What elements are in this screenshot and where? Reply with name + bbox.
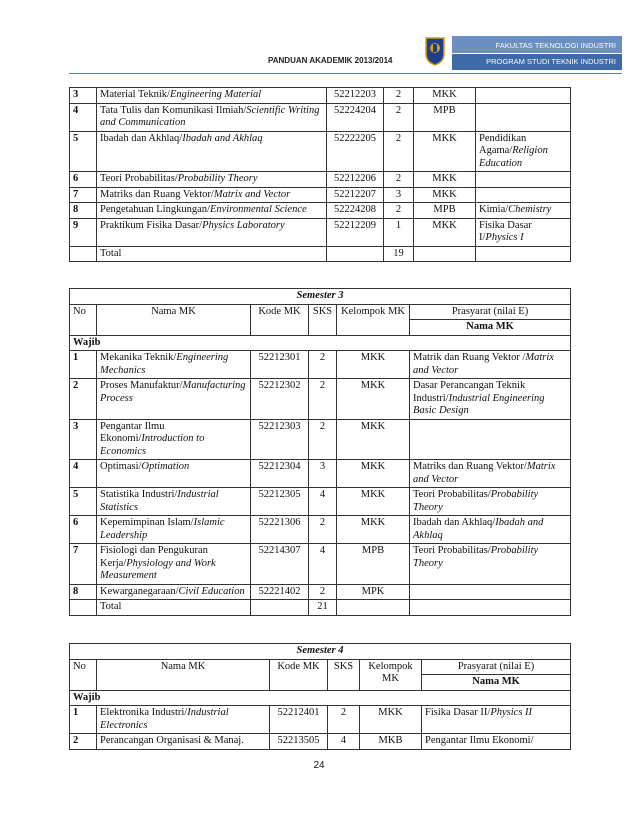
table-row [70,131,571,172]
table-row [70,516,571,544]
course-name-english: Physiology and Work Measurement [100,557,216,581]
course-code: 52212303 [251,419,309,460]
course-prerequisite-english: Probability Theory [413,489,539,513]
course-prerequisite [410,544,571,585]
course-group: MKK [337,379,410,420]
course-code: 52222205 [327,131,384,172]
course-name-text: Praktikum Fisika Dasar/ [100,219,203,231]
course-name-text: Ibadah dan Akhlaq/ [100,132,183,144]
course-sks: 2 [384,88,414,104]
course-prerequisite-english: Matrix and Vector [413,461,556,485]
course-group: MPK [337,584,410,600]
course-code: 52212302 [251,379,309,420]
section-wajib: Wajib [70,335,571,351]
semester-2-table [69,87,571,262]
course-prerequisite-text: Fisika Dasar II/ [425,707,491,718]
university-logo-icon [424,36,446,66]
course-sks: 4 [328,734,360,750]
course-name [97,88,327,104]
semester-4-table [69,643,571,750]
course-sks: 4 [309,544,337,585]
course-code: 52212301 [251,351,309,379]
col-header-sks: SKS [309,304,337,335]
course-name [97,584,251,600]
course-prerequisite [410,419,571,460]
course-prerequisite-english: Ibadah and Akhlaq [413,517,544,541]
total-blank [414,246,476,262]
course-no: 7 [70,187,97,203]
course-sks: 2 [309,351,337,379]
table-row [70,218,571,246]
course-group: MPB [414,103,476,131]
course-name-english: Scientific Writing and Communication [100,104,320,128]
course-sks: 2 [384,103,414,131]
course-no: 9 [70,218,97,246]
total-blank [410,600,571,616]
course-no: 5 [70,131,97,172]
course-name-english: Probability Theory [177,173,258,184]
course-sks: 3 [309,460,337,488]
course-name [97,203,327,219]
course-group: MKK [337,516,410,544]
course-prerequisite-text: Dasar Perancangan Teknik Industri/ [413,380,526,404]
course-group: MPB [414,203,476,219]
course-prerequisite-english: Matrix and Vector [413,352,554,376]
course-prerequisite-english: Industrial Engineering Basic Design [413,392,545,416]
course-no: 3 [70,88,97,104]
course-group: MKK [414,187,476,203]
course-prerequisite [476,203,571,219]
course-prerequisite-english: Physics II [490,707,533,718]
course-sks: 2 [309,516,337,544]
course-name-text: Mekanika Teknik/ [100,352,177,363]
course-name-text: Tata Tulis dan Komunikasi Ilmiah/ [100,104,247,116]
col-header-kelompok: Kelompok MK [360,659,422,690]
course-code: 52212203 [327,88,384,104]
total-sks: 21 [309,600,337,616]
col-header-no: No [70,659,97,690]
course-name-text: Proses Manufaktur/ [100,380,183,391]
course-name-english: Introduction to Economics [100,433,205,457]
course-name-text: Fisiologi dan Pengukuran Kerja/ [100,545,208,569]
course-prerequisite-english: Religion Education [479,145,548,169]
table-row [70,172,571,188]
course-no: 3 [70,419,97,460]
course-prerequisite-text: Fisika Dasar I/ [479,219,532,243]
course-no: 8 [70,584,97,600]
course-name-text: Statistika Industri/ [100,489,178,500]
course-group: MKK [337,419,410,460]
course-no: 4 [70,103,97,131]
course-name [97,734,270,750]
course-no: 2 [70,734,97,750]
course-name-english: Optimation [141,461,190,472]
course-group: MKK [360,706,422,734]
course-no: 1 [70,706,97,734]
col-header-no: No [70,304,97,335]
course-sks: 2 [384,203,414,219]
total-blank [337,600,410,616]
course-no: 7 [70,544,97,585]
table-row [70,584,571,600]
course-prerequisite [476,187,571,203]
col-header-nama-mk: Nama MK [422,675,571,691]
course-name-text: Elektronika Industri/ [100,707,188,718]
course-code: 52212401 [270,706,328,734]
course-name-text: Material Teknik/ [100,89,170,100]
course-sks: 2 [309,419,337,460]
course-prerequisite-english: Chemistry [508,204,552,215]
semester-3-table [69,288,571,616]
col-header-prasyarat: Prasyarat (nilai E) [410,304,571,320]
course-group: MKB [360,734,422,750]
course-prerequisite-text: Matrik dan Ruang Vektor / [413,352,526,363]
course-no: 6 [70,516,97,544]
course-prerequisite-english: Probability Theory [413,545,539,569]
course-code: 52224204 [327,103,384,131]
course-name [97,419,251,460]
course-name [97,379,251,420]
course-prerequisite [410,460,571,488]
course-name-english: Engineering Material [169,89,262,100]
course-prerequisite-text: Ibadah dan Akhlaq/ [413,517,496,528]
course-name-english: Matrix and Vector [213,188,291,200]
course-group: MKK [337,351,410,379]
col-header-nama-mk: Nama MK [410,320,571,336]
course-prerequisite [410,584,571,600]
course-name-text: Kepemimpinan Islam/ [100,517,194,528]
course-code: 52212305 [251,488,309,516]
course-sks: 2 [384,172,414,188]
course-prerequisite [422,734,571,750]
course-prerequisite [476,103,571,131]
table-row [70,460,571,488]
table-row [70,544,571,585]
total-blank [70,246,97,262]
course-prerequisite [476,88,571,104]
course-name-text: Matriks dan Ruang Vektor/ [100,188,214,200]
course-sks: 2 [384,131,414,172]
course-name-text: Pengetahuan Lingkungan/ [100,204,210,215]
course-prerequisite [410,488,571,516]
course-prerequisite [476,131,571,172]
course-sks: 1 [384,218,414,246]
course-name-english: Manufacturing Process [100,380,246,404]
course-code: 52214307 [251,544,309,585]
course-prerequisite [422,706,571,734]
course-prerequisite-text: Pendidikan Agama/ [479,132,527,156]
total-row [70,246,571,262]
course-name-english: Engineering Mechanics [100,352,229,376]
course-name [97,544,251,585]
course-group: MKK [414,88,476,104]
course-prerequisite-text: Teori Probabilitas/ [413,545,491,556]
table-row [70,379,571,420]
course-sks: 3 [384,187,414,203]
col-header-kelompok: Kelompok MK [337,304,410,335]
course-no: 1 [70,351,97,379]
col-header-nama: Nama MK [97,659,270,690]
table-row [70,706,571,734]
header-title: PANDUAN AKADEMIK 2013/2014 [268,56,393,65]
course-code: 52224208 [327,203,384,219]
course-name [97,187,327,203]
course-name [97,351,251,379]
course-sks: 2 [309,379,337,420]
course-name [97,488,251,516]
course-group: MKK [337,460,410,488]
course-no: 6 [70,172,97,188]
course-code: 52221402 [251,584,309,600]
course-name-text: Pengantar Ilmu Ekonomi/ [100,420,165,444]
course-name-english: Ibadah and Akhlaq [182,132,263,144]
course-name-text: Optimasi/ [100,461,142,472]
course-group: MKK [414,218,476,246]
course-no: 8 [70,203,97,219]
course-name-english: Environmental Science [209,204,307,215]
course-no: 5 [70,488,97,516]
course-prerequisite-text: Pengantar Ilmu Ekonomi/ [425,735,534,746]
course-name [97,218,327,246]
course-prerequisite-text: Teori Probabilitas/ [413,489,491,500]
total-sks: 19 [384,246,414,262]
table-row [70,351,571,379]
course-prerequisite-text: Kimia/ [479,204,509,215]
total-label: Total [97,246,327,262]
course-prerequisite-english: Physics I [485,232,524,243]
table-row [70,203,571,219]
course-sks: 4 [309,488,337,516]
course-code: 52221306 [251,516,309,544]
total-blank [70,600,97,616]
course-name [97,706,270,734]
col-header-nama: Nama MK [97,304,251,335]
course-code: 52212304 [251,460,309,488]
course-name [97,516,251,544]
header-divider [69,73,622,74]
table-row [70,488,571,516]
total-blank [476,246,571,262]
course-name [97,172,327,188]
col-header-sks: SKS [328,659,360,690]
table-row [70,103,571,131]
course-code: 52212206 [327,172,384,188]
course-prerequisite-text: Matriks dan Ruang Vektor/ [413,461,527,472]
course-code: 52212209 [327,218,384,246]
course-prerequisite [476,172,571,188]
course-name-text: Perancangan Organisasi & Manaj. [100,735,244,746]
course-group: MPB [337,544,410,585]
course-sks: 2 [309,584,337,600]
semester-title: Semester 4 [70,644,571,660]
course-prerequisite [476,218,571,246]
table-row [70,734,571,750]
course-no: 2 [70,379,97,420]
course-name-english: Civil Education [178,585,245,597]
course-prerequisite [410,351,571,379]
header-faculty: FAKULTAS TEKNOLOGI INDUSTRI [452,36,622,54]
course-name [97,131,327,172]
table-row [70,419,571,460]
course-group: MKK [414,131,476,172]
header-program: PROGRAM STUDI TEKNIK INDUSTRI [452,54,622,70]
course-group: MKK [337,488,410,516]
course-name-english: Physics Laboratory [202,219,285,231]
total-blank [327,246,384,262]
col-header-kode: Kode MK [270,659,328,690]
course-name [97,460,251,488]
col-header-prasyarat: Prasyarat (nilai E) [422,659,571,675]
course-name-english: Industrial Electronics [100,707,229,731]
course-prerequisite [410,516,571,544]
course-code: 52213505 [270,734,328,750]
table-row [70,187,571,203]
course-code: 52212207 [327,187,384,203]
page-number: 24 [313,760,325,771]
course-no: 4 [70,460,97,488]
section-wajib: Wajib [70,690,571,706]
course-sks: 2 [328,706,360,734]
table-row [70,88,571,104]
course-name-english: Islamic Leadership [100,517,225,541]
course-group: MKK [414,172,476,188]
col-header-kode: Kode MK [251,304,309,335]
header-faculty-box [452,36,622,70]
total-label: Total [97,600,251,616]
total-blank [251,600,309,616]
course-name-english: Industrial Statistics [100,489,219,513]
semester-title: Semester 3 [70,289,571,305]
course-name [97,103,327,131]
course-name-text: Teori Probabilitas/ [100,173,178,184]
course-name-text: Kewarganegaraan/ [100,585,179,597]
course-prerequisite [410,379,571,420]
total-row [70,600,571,616]
